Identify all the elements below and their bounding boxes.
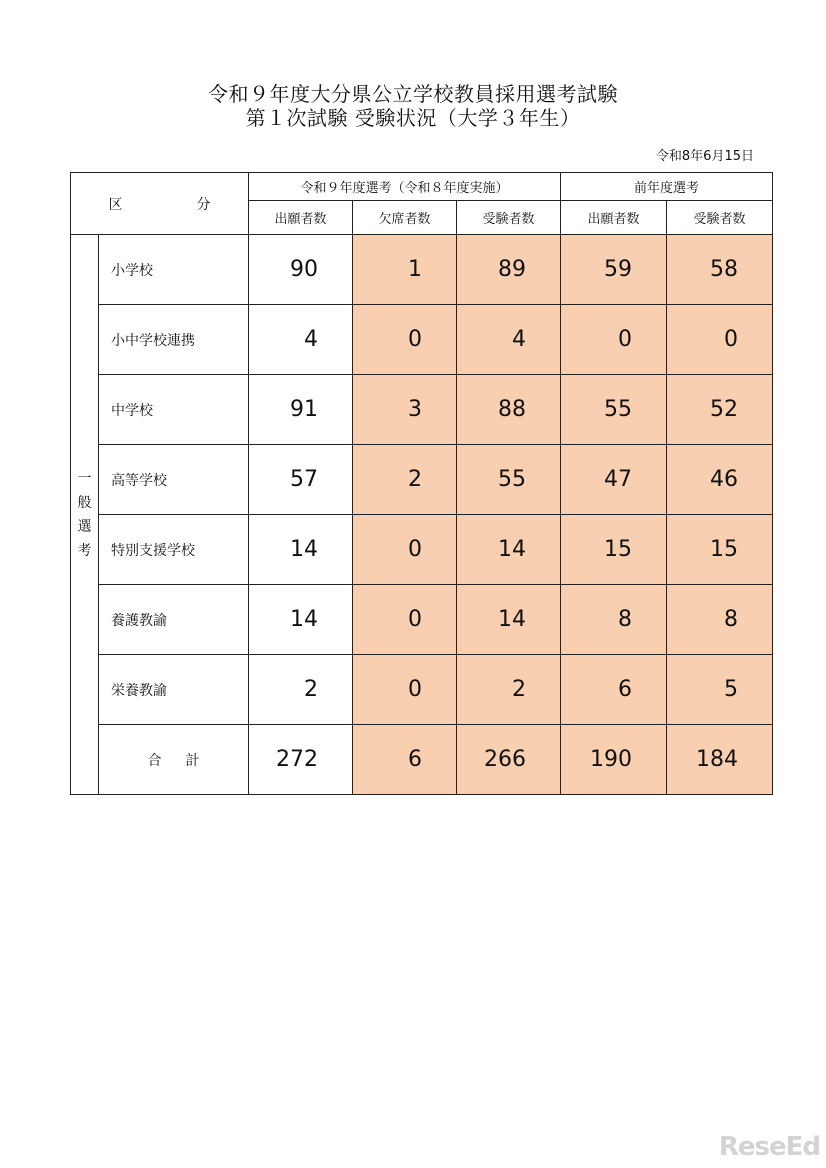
col-header-prev-examinees: 受験者数 — [667, 201, 773, 235]
col-header-examinees: 受験者数 — [457, 201, 561, 235]
cell-value: 0 — [353, 515, 457, 585]
category-char: 般 — [77, 494, 92, 511]
row-label: 中学校 — [99, 375, 249, 445]
cell-value: 57 — [249, 445, 353, 515]
document-title-line1: 令和９年度大分県公立学校教員採用選考試験 — [208, 82, 618, 106]
table-row — [71, 585, 773, 655]
row-label: 小中学校連携 — [99, 305, 249, 375]
table-row — [71, 655, 773, 725]
row-label: 特別支援学校 — [99, 515, 249, 585]
category-general-selection — [71, 235, 99, 795]
exam-status-table — [70, 172, 773, 795]
cell-value: 52 — [667, 375, 773, 445]
cell-value: 15 — [667, 515, 773, 585]
cell-value: 2 — [457, 655, 561, 725]
table-row — [71, 375, 773, 445]
cell-value: 58 — [667, 235, 773, 305]
cell-value: 14 — [457, 585, 561, 655]
row-label: 養護教諭 — [99, 585, 249, 655]
cell-value: 89 — [457, 235, 561, 305]
cell-value: 55 — [457, 445, 561, 515]
cell-value: 8 — [667, 585, 773, 655]
total-label: 合計 — [99, 725, 249, 795]
total-value: 272 — [249, 725, 353, 795]
row-label: 小学校 — [99, 235, 249, 305]
cell-value: 8 — [561, 585, 667, 655]
total-row — [71, 725, 773, 795]
cell-value: 0 — [561, 305, 667, 375]
col-header-applicants: 出願者数 — [249, 201, 353, 235]
cell-value: 15 — [561, 515, 667, 585]
current-year-header: 令和９年度選考（令和８年度実施） — [249, 173, 561, 201]
cell-value: 91 — [249, 375, 353, 445]
table-row — [71, 515, 773, 585]
cell-value: 0 — [353, 305, 457, 375]
section-header: 区 分 — [71, 173, 249, 235]
cell-value: 90 — [249, 235, 353, 305]
total-value: 6 — [353, 725, 457, 795]
cell-value: 47 — [561, 445, 667, 515]
cell-value: 0 — [353, 655, 457, 725]
cell-value: 14 — [249, 585, 353, 655]
row-label: 高等学校 — [99, 445, 249, 515]
document-title-line2: 第１次試験 受験状況（大学３年生） — [245, 106, 581, 130]
row-label: 栄養教諭 — [99, 655, 249, 725]
cell-value: 55 — [561, 375, 667, 445]
table-row — [71, 305, 773, 375]
cell-value: 1 — [353, 235, 457, 305]
cell-value: 2 — [249, 655, 353, 725]
previous-year-header: 前年度選考 — [561, 173, 773, 201]
category-char: 一 — [77, 470, 92, 487]
cell-value: 0 — [353, 585, 457, 655]
total-value: 190 — [561, 725, 667, 795]
total-value: 184 — [667, 725, 773, 795]
cell-value: 5 — [667, 655, 773, 725]
table-body — [71, 235, 773, 795]
category-char: 考 — [77, 542, 92, 559]
cell-value: 3 — [353, 375, 457, 445]
total-value: 266 — [457, 725, 561, 795]
cell-value: 2 — [353, 445, 457, 515]
cell-value: 4 — [249, 305, 353, 375]
table-row — [71, 445, 773, 515]
cell-value: 59 — [561, 235, 667, 305]
resed-logo: ReseEd — [718, 1132, 820, 1162]
category-char: 選 — [77, 518, 92, 535]
report-date: 令和8年6月15日 — [655, 149, 754, 164]
cell-value: 14 — [457, 515, 561, 585]
cell-value: 14 — [249, 515, 353, 585]
cell-value: 6 — [561, 655, 667, 725]
col-header-prev-applicants: 出願者数 — [561, 201, 667, 235]
cell-value: 46 — [667, 445, 773, 515]
col-header-absentees: 欠席者数 — [353, 201, 457, 235]
cell-value: 0 — [667, 305, 773, 375]
cell-value: 4 — [457, 305, 561, 375]
cell-value: 88 — [457, 375, 561, 445]
table-row — [71, 235, 773, 305]
